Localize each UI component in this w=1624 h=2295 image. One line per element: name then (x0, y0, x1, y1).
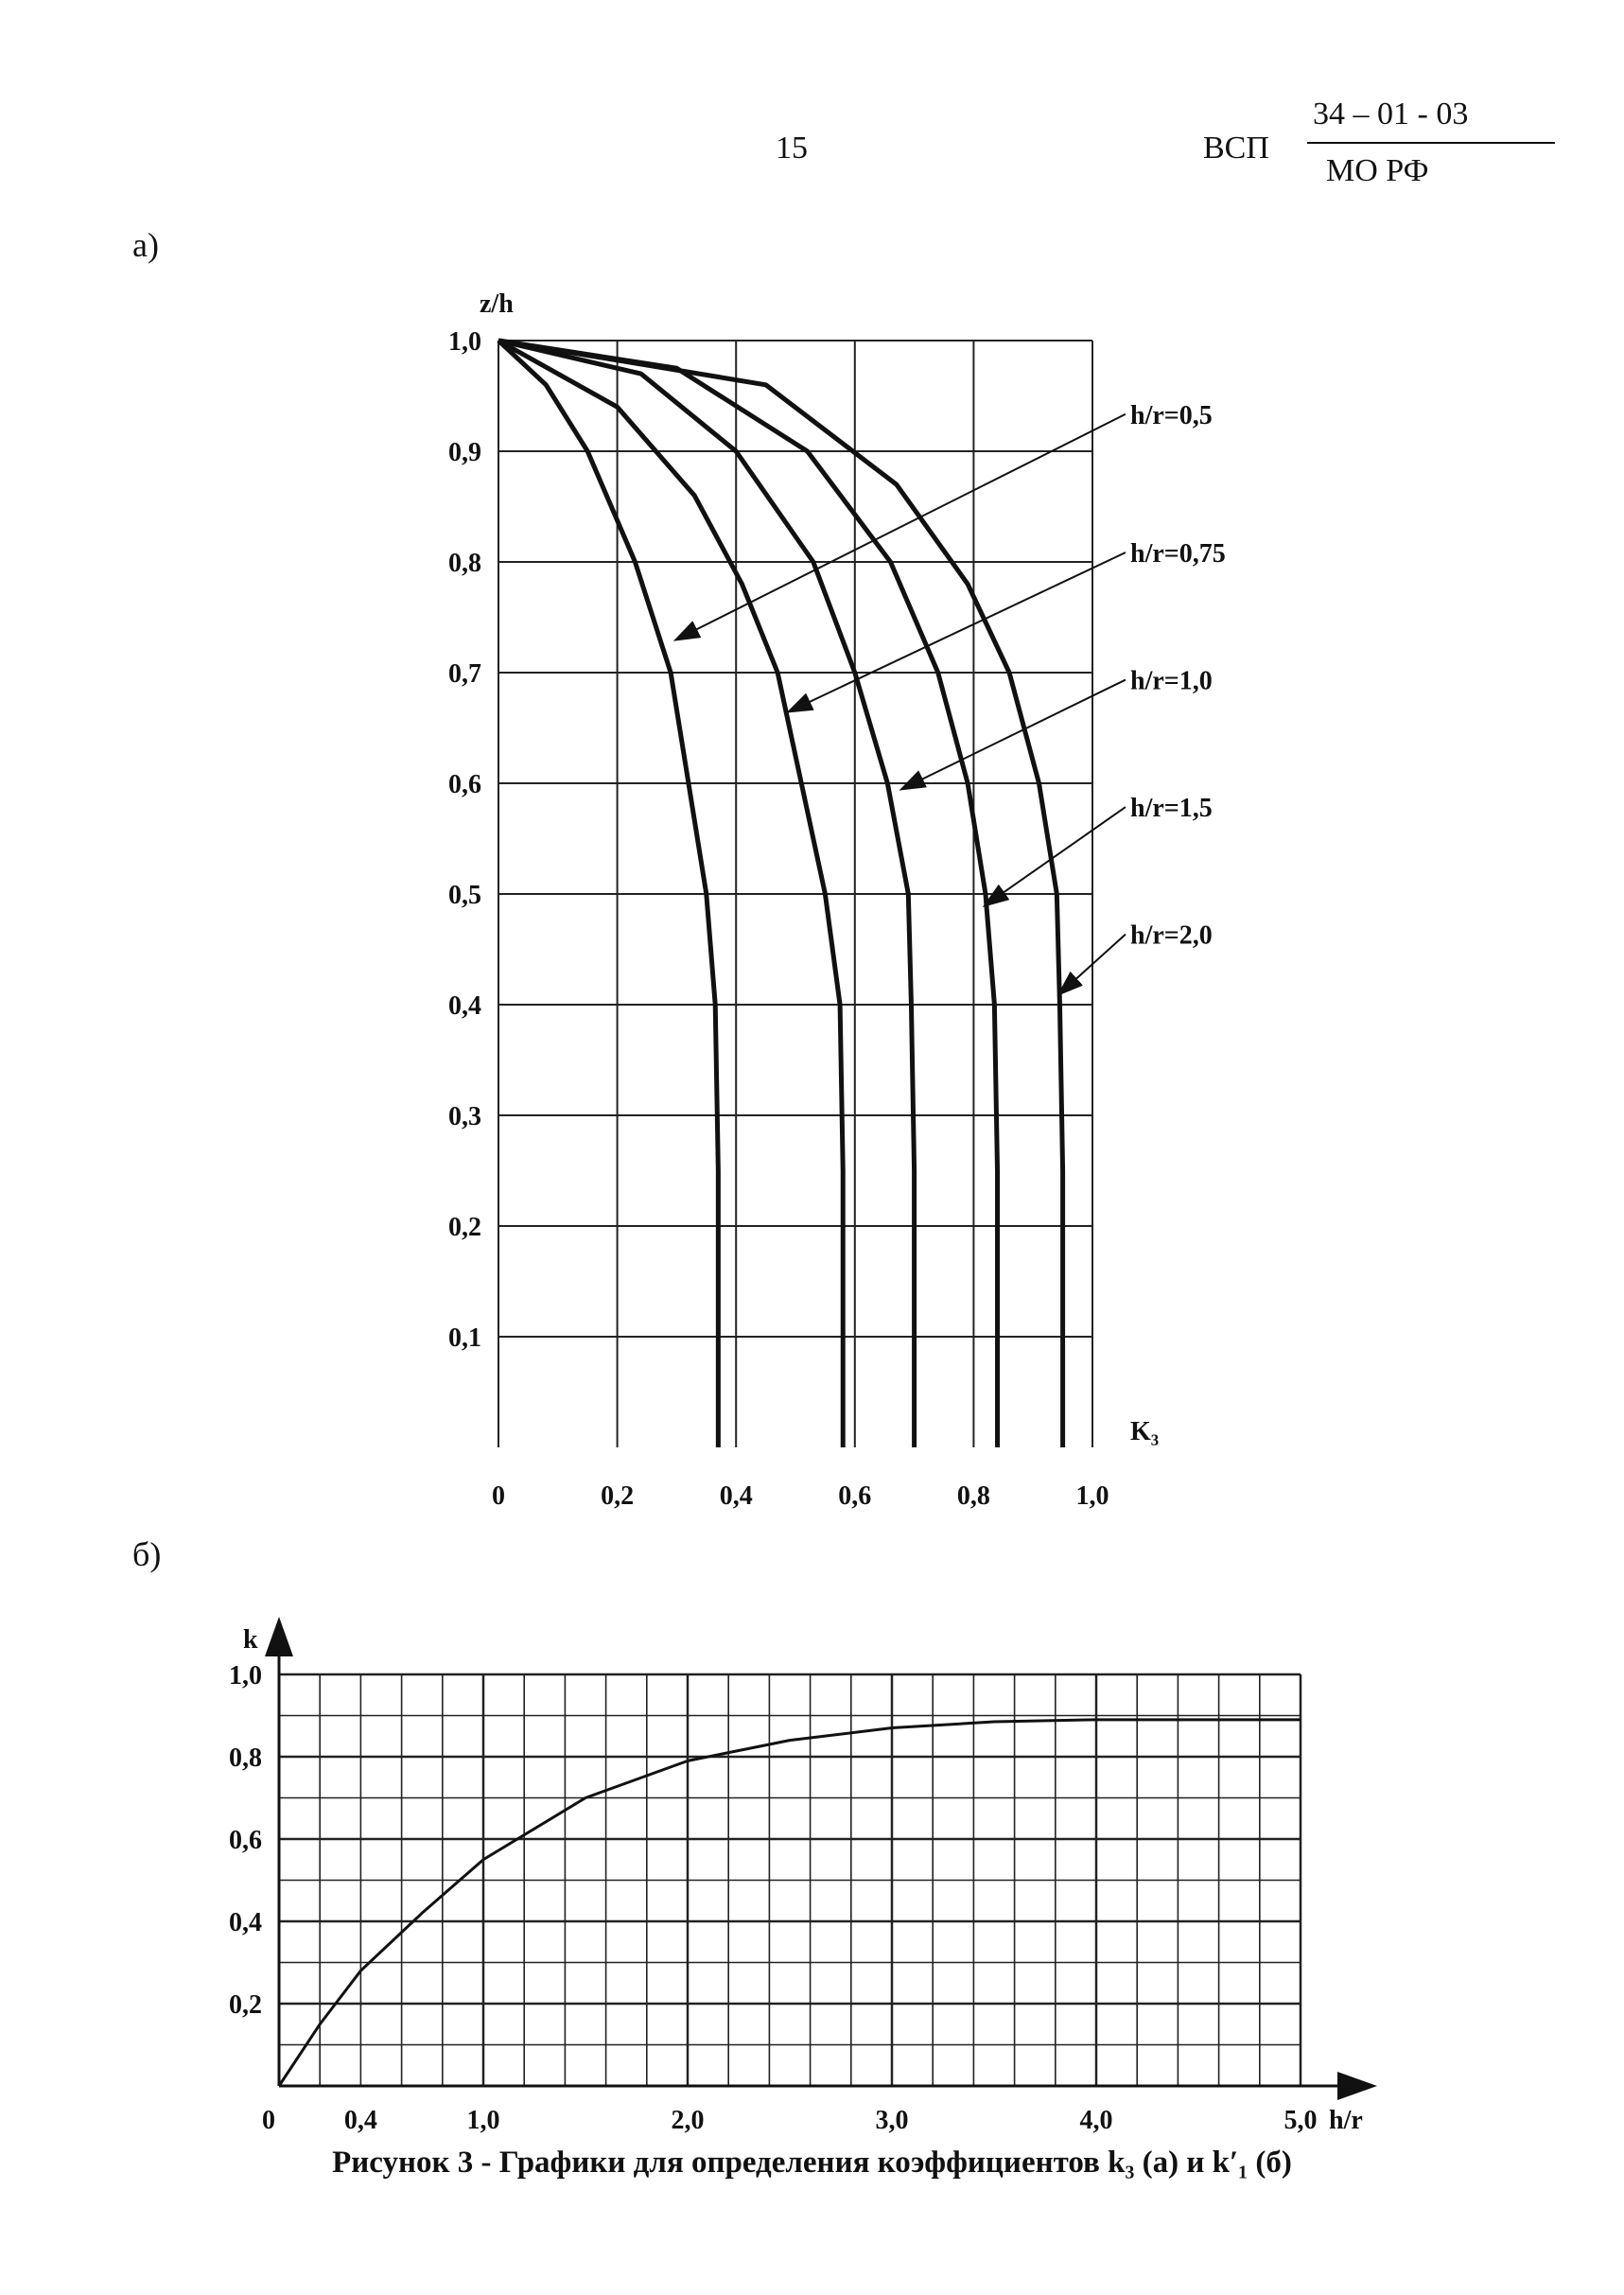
x-tick-label: 0 (492, 1481, 505, 1511)
page-number: 15 (776, 131, 808, 166)
x-tick-label: 1,0 (1075, 1481, 1109, 1511)
x-tick-label: 0,8 (956, 1481, 990, 1511)
x-axis-title: K₃ (1130, 1417, 1160, 1446)
y-tick-label: 0,2 (229, 1990, 262, 2020)
y-tick-label: 0,4 (229, 1908, 262, 1937)
figure-caption: Рисунок 3 - Графики для определения коэффициентов k₃ (а) и k′₁ (б) (332, 2146, 1292, 2180)
legend-label: h/r=0,75 (1130, 539, 1226, 569)
x-tick-label: 0 (262, 2106, 275, 2135)
y-tick-label: 1,0 (229, 1661, 262, 1691)
panel-b-label: б) (132, 1535, 162, 1573)
document-code-prefix: ВСП (1203, 131, 1269, 166)
legend-label: h/r=1,5 (1130, 794, 1213, 824)
x-tick-label: 0,4 (343, 2106, 377, 2135)
y-tick-label: 0,3 (448, 1102, 481, 1131)
legend-label: h/r=0,5 (1130, 400, 1213, 430)
y-tick-label: 0,6 (448, 770, 481, 799)
x-tick-label: 0,2 (601, 1481, 635, 1511)
y-tick-label: 0,5 (448, 881, 481, 910)
y-tick-label: 0,7 (448, 659, 481, 689)
document-code-numerator: 34 – 01 - 03 (1313, 96, 1469, 131)
y-tick-label: 0,8 (229, 1743, 262, 1773)
y-tick-label: 0,6 (229, 1826, 262, 1855)
x-tick-label: 3,0 (875, 2106, 909, 2135)
y-axis-title: z/h (480, 289, 514, 319)
panel-a-label: а) (132, 226, 159, 264)
x-tick-label: 2,0 (671, 2106, 705, 2135)
y-tick-label: 0,2 (448, 1213, 481, 1242)
legend-leader-arrow (676, 414, 1126, 639)
y-tick-label: 0,4 (448, 991, 481, 1021)
document-code-denominator: МО РФ (1326, 153, 1429, 188)
legend-label: h/r=1,0 (1130, 666, 1213, 696)
y-tick-label: 1,0 (448, 327, 481, 357)
x-tick-label: 0,4 (719, 1481, 753, 1511)
x-tick-label: 4,0 (1079, 2106, 1113, 2135)
x-tick-label: 5,0 (1283, 2106, 1318, 2135)
x-axis-title: h/r (1329, 2106, 1363, 2135)
curve-k1 (279, 1720, 1301, 2086)
y-tick-label: 0,8 (448, 549, 481, 578)
y-tick-label: 0,1 (448, 1323, 481, 1353)
chart-k1 (0, 1561, 1624, 2138)
legend-label: h/r=2,0 (1130, 920, 1213, 951)
x-tick-label: 0,6 (838, 1481, 872, 1511)
y-axis-title: k (243, 1625, 258, 1655)
y-tick-label: 0,9 (448, 438, 481, 467)
x-tick-label: 1,0 (466, 2106, 500, 2135)
